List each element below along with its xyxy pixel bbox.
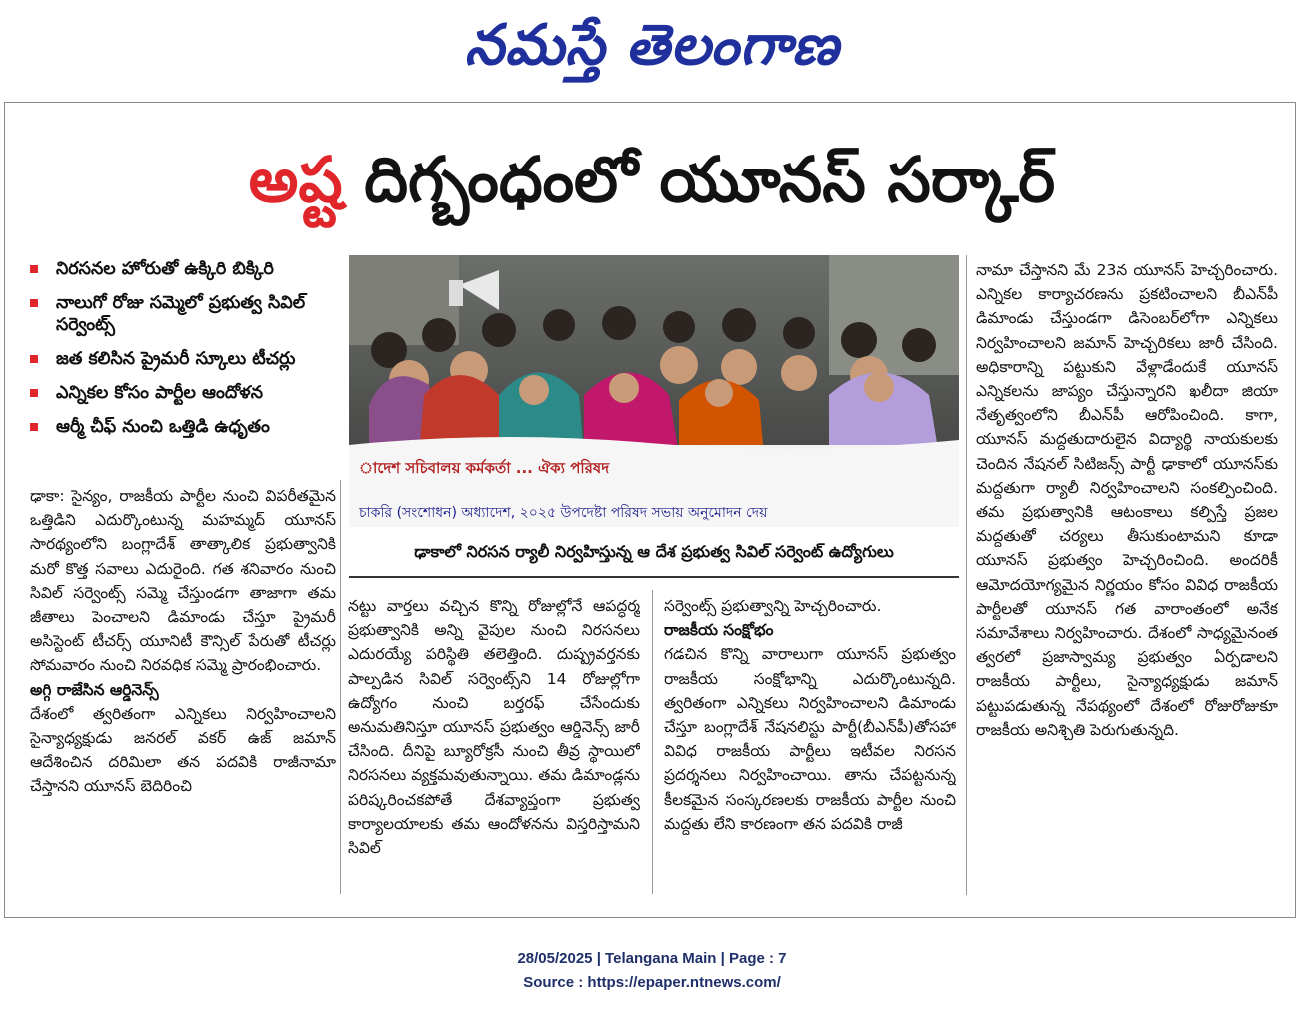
footer-source: Source : https://epaper.ntnews.com/ xyxy=(523,974,781,991)
headline-main: దిగ్బంధంలో యూనస్ సర్కార్ xyxy=(364,143,1056,216)
article-column-4 xyxy=(976,258,1278,894)
article-headline xyxy=(0,120,1304,240)
paragraph: గడచిన కొన్ని వారాలుగా యూనస్ ప్రభుత్వం రాజకీయ సంక్షోభాన్ని ఎదుర్కొంటున్నది. త్వరితంగా ఎన్నికలు నిర్వహించాలని డిమాండు చేస్తూ బంగ్లాదేశ్ నేషనలిస్టు పార్టీ(బీఎన్‌పీ)తోసహా వివిధ రాజకీయ పార్టీలు ఇటీవల నిరసన ప్రదర్శనలు నిర్వహించాయి. తాను చేపట్టనున్న కీలకమైన సంస్కరణలకు రాజకీయ పార్టీల నుంచి మద్దతు లేని కారణంగా తన పదవికి రాజీ xyxy=(664,645,956,833)
subheading: అగ్గి రాజేసిన ఆర్డినెన్స్ xyxy=(30,680,159,699)
article-column-2 xyxy=(348,594,640,894)
bullet-square-icon xyxy=(30,389,38,397)
bullet-item xyxy=(26,348,346,370)
paragraph: ఢాకా: సైన్యం, రాజకీయ పార్టీల నుంచి విపరీతమైన ఒత్తిడిని ఎదుర్కొంటున్న మహమ్మద్ యూనస్ సారథ్యంలోని బంగ్లాదేశ్ తాత్కాలిక ప్రభుత్వానికి మరో కొత్త సవాలు ఎదురైంది. గత శనివారం నుంచి సివిల్ సర్వెంట్స్ సమ్మె చేస్తుండగా తాజాగా తమ జీతాలు పెంచాలని డిమాండు చేస్తూ ప్రైమరీ అసిస్టెంట్ టీచర్స్ యూనిటీ కౌన్సిల్ పేరుతో టీచర్లు సోమవారం నుంచి నిరవధిక సమ్మె ప్రారంభించారు. xyxy=(30,487,336,675)
bullet-square-icon xyxy=(30,299,38,307)
bullet-item xyxy=(26,258,346,280)
photo-caption: ఢాకాలో నిరసన ర్యాలీ నిర్వహిస్తున్న ఆ దేశ ప్రభుత్వ సివిల్ సర్వెంట్ ఉద్యోగులు xyxy=(414,542,894,561)
bullet-item xyxy=(26,416,346,438)
protest-photo xyxy=(349,255,959,527)
column-divider xyxy=(652,590,653,894)
bullet-text: ఎన్నికల కోసం పార్టీల ఆందోళన xyxy=(56,383,263,403)
bullet-text: నాలుగో రోజు సమ్మెలో ప్రభుత్వ సివిల్ సర్వెంట్స్ xyxy=(56,293,306,335)
protest-photo-illustration xyxy=(349,255,959,527)
bullet-text: ఆర్మీ చీఫ్ నుంచి ఒత్తిడి ఉధృతం xyxy=(56,417,270,437)
bullet-item xyxy=(26,292,346,336)
bullet-item xyxy=(26,382,346,404)
newspaper-masthead: నమస్తే తెలంగాణ xyxy=(464,12,840,78)
paragraph: దేశంలో త్వరితంగా ఎన్నికలు నిర్వహించాలని సైన్యాధ్యక్షుడు జనరల్ వకర్ ఉజ్ జమాన్ ఆదేశించిన దరిమిలా తన పదవికి రాజీనామా చేస్తానని యూనస్ బెదిరించి xyxy=(30,704,336,796)
bullet-text: జత కలిసిన ప్రైమరీ స్కూలు టీచర్లు xyxy=(56,349,296,369)
article-column-1 xyxy=(30,484,336,894)
highlight-bullets xyxy=(26,258,346,450)
bullet-square-icon xyxy=(30,265,38,273)
column-divider xyxy=(340,480,341,894)
article-column-3 xyxy=(664,594,956,894)
bullet-text: నిరసనల హోరుతో ఉక్కిరి బిక్కిరి xyxy=(56,259,274,279)
svg-text:চাকরি (সংশোধন) অধ্যাদেশ, ২০২৫: চাকরি (সংশোধন) অধ্যাদেশ, ২০২৫ উপদেষ্টা পরিষদ সভায় অনুমোদন দেয় xyxy=(359,505,768,521)
caption-divider xyxy=(349,576,959,578)
bullet-square-icon xyxy=(30,423,38,431)
paragraph: సర్వెంట్స్ ప్రభుత్వాన్ని హెచ్చరించారు. xyxy=(664,597,882,615)
subheading: రాజకీయ సంక్షోభం xyxy=(664,621,774,640)
paragraph: నట్టు వార్తలు వచ్చిన కొన్ని రోజుల్లోనే ఆపద్ధర్మ ప్రభుత్వానికి అన్ని వైపుల నుంచి నిరసనలు ఎదురయ్యే పరిస్థితి తలెత్తింది. దుష్ప్రవర్తనకు పాల్పడిన సివిల్ సర్వెంట్స్‌ని 14 రోజుల్లోగా ఉద్యోగం నుంచి బర్తరఫ్ చేసేందుకు అనుమతినిస్తూ యూనస్ ప్రభుత్వం ఆర్డినెన్స్ జారీ చేసింది. దీనిపై బ్యూరోక్రసీ నుంచి తీవ్ర స్థాయిలో నిరసనలు వ్యక్తమవుతున్నాయి. తమ డిమాండ్లను పరిష్కరించకపోతే దేశవ్యాప్తంగా ప్రభుత్వ కార్యాలయాలకు తమ ఆందోళనను విస్తరిస్తామని సివిల్ xyxy=(348,597,640,858)
paragraph: నామా చేస్తానని మే 23న యూనస్ హెచ్చరించారు. ఎన్నికల కార్యాచరణను ప్రకటించాలని బీఎన్‌పీ డిమాండు చేస్తుండగా డిసెంబర్‌లోగా ఎన్నికలు నిర్వహించాలని జమాన్ హెచ్చరికలు జారీ చేసింది. అధికారాన్ని పట్టుకుని వేళ్లాడేందుకే యూనస్ ఎన్నికలను జాప్యం చేస్తున్నారని ఖలీదా జియా నేతృత్వంలోని బీఎన్‌పీ ఆరోపించింది. కాగా, యూనస్ మద్దతుదారులైన విద్యార్థి నాయకులకు చెందిన నేషనల్ సిటిజన్స్ పార్టీ ఢాకాలో యూనస్‌కు మద్దతుగా ర్యాలీ నిర్వహించాలని సంకల్పించింది. తమ ప్రభుత్వానికి ఆటంకాలు కల్పిస్తే ప్రజల మద్దతుతో చర్యలు తీసుకుంటామని కూడా యూనస్ ప్రభుత్వం హెచ్చరించింది. అందరికీ ఆమోదయోగ్యమైన నిర్ణయం కోసం వివిధ రాజకీయ పార్టీలతో యూనస్ గత వారాంతంలో అనేక సమావేశాలు నిర్వహించారు. దేశంలో సాధ్యమైనంత త్వరలో ప్రజాస్వామ్య ప్రభుత్వం ఏర్పడాలని రాజకీయ పార్టీలు, సైన్యాధ్యక్షుడు జమాన్ పట్టుపడుతున్న నేపథ్యంలో దేశంలో రోజురోజుకూ రాజకీయ అనిశ్చితి పెరుగుతున్నది. xyxy=(976,261,1278,739)
svg-text:াদেশ সচিবালয় কর্মকর্তা ... ঐক: াদেশ সচিবালয় কর্মকর্তা ... ঐক্য পরিষদ xyxy=(359,459,610,477)
column-divider xyxy=(966,255,967,895)
footer-date-edition: 28/05/2025 | Telangana Main | Page : 7 xyxy=(517,950,787,967)
bullet-square-icon xyxy=(30,355,38,363)
headline-accent: అష్ట xyxy=(248,143,343,216)
